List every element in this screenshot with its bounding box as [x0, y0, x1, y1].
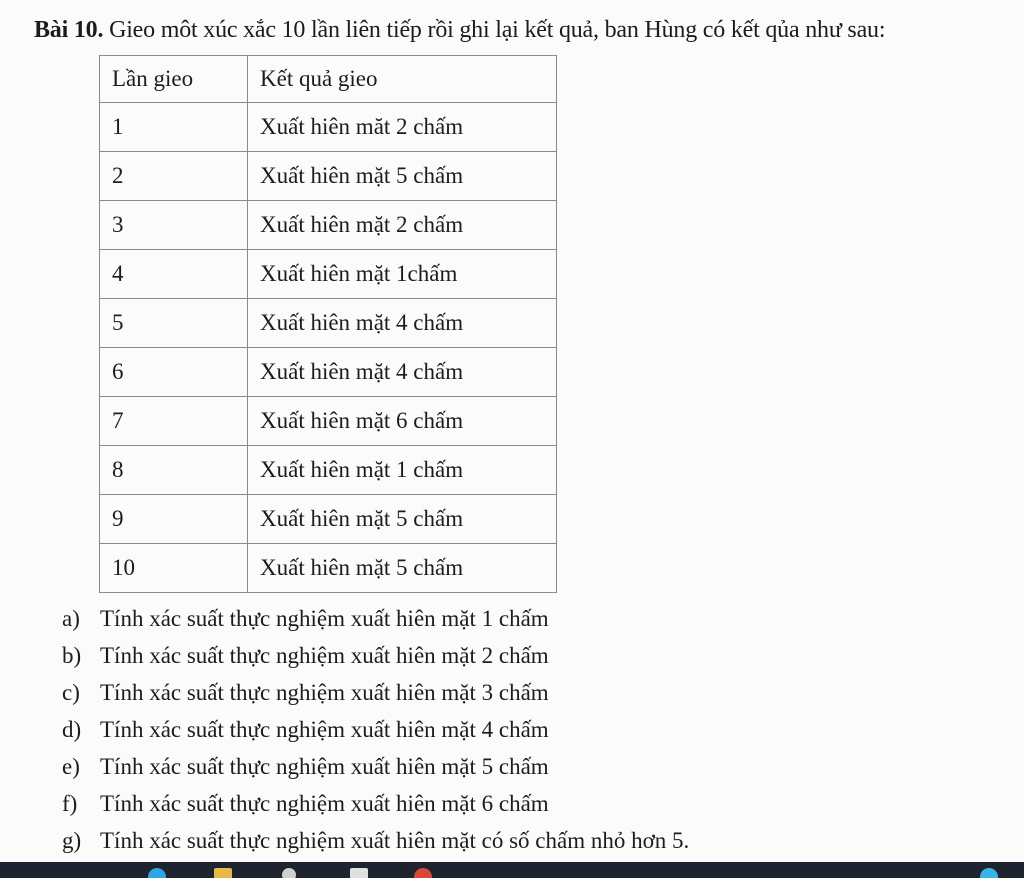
- question-letter: c): [62, 680, 80, 705]
- table-row: [100, 250, 557, 299]
- browser-icon[interactable]: [148, 868, 166, 878]
- table-row: [100, 152, 557, 201]
- roll-number-cell: 1: [100, 103, 248, 152]
- results-table: [99, 55, 557, 593]
- column-header-result: Kết quả gieo: [248, 56, 557, 103]
- roll-number-cell: 9: [100, 495, 248, 544]
- roll-result-cell: Xuất hiên măt 2 chấm: [248, 103, 557, 152]
- roll-number-cell: 4: [100, 250, 248, 299]
- list-item: [62, 748, 689, 785]
- roll-number-cell: 8: [100, 446, 248, 495]
- table-row: [100, 397, 557, 446]
- exercise-heading: [34, 14, 885, 46]
- question-letter: a): [62, 606, 80, 631]
- table-row: [100, 495, 557, 544]
- question-list: [62, 600, 689, 859]
- question-text: Tính xác suất thực nghiệm xuất hiên mặt 6 chấm: [100, 791, 549, 816]
- list-item: [62, 822, 689, 859]
- roll-result-cell: Xuất hiên mặt 4 chấm: [248, 299, 557, 348]
- exercise-text: Gieo môt xúc xắc 10 lần liên tiếp rồi ghi lại kết quả, ban Hùng có kết qủa như sau:: [103, 17, 886, 43]
- question-text: Tính xác suất thực nghiệm xuất hiên mặt 3 chấm: [100, 680, 549, 705]
- roll-number-cell: 2: [100, 152, 248, 201]
- table-row: [100, 103, 557, 152]
- question-letter: e): [62, 754, 80, 779]
- search-icon[interactable]: [282, 868, 296, 878]
- table-row: [100, 544, 557, 593]
- table-row: [100, 201, 557, 250]
- table-header-row: [100, 56, 557, 103]
- roll-result-cell: Xuất hiên mặt 1chấm: [248, 250, 557, 299]
- question-letter: d): [62, 717, 82, 742]
- list-item: [62, 600, 689, 637]
- table-row: [100, 299, 557, 348]
- list-item: [62, 785, 689, 822]
- column-header-roll: Lần gieo: [100, 56, 248, 103]
- table-row: [100, 446, 557, 495]
- roll-number-cell: 3: [100, 201, 248, 250]
- roll-number-cell: 7: [100, 397, 248, 446]
- list-item: [62, 711, 689, 748]
- roll-number-cell: 10: [100, 544, 248, 593]
- roll-result-cell: Xuất hiên mặt 2 chấm: [248, 201, 557, 250]
- question-text: Tính xác suất thực nghiệm xuất hiên mặt có số chấm nhỏ hơn 5.: [100, 828, 690, 853]
- roll-result-cell: Xuất hiên mặt 5 chấm: [248, 495, 557, 544]
- question-letter: g): [62, 828, 82, 853]
- table-row: [100, 348, 557, 397]
- roll-number-cell: 5: [100, 299, 248, 348]
- app-icon[interactable]: [980, 868, 998, 878]
- question-text: Tính xác suất thực nghiệm xuất hiên mặt 5 chấm: [100, 754, 549, 779]
- taskbar: [0, 862, 1024, 878]
- question-letter: f): [62, 791, 78, 816]
- roll-result-cell: Xuất hiên mặt 4 chấm: [248, 348, 557, 397]
- app-icon[interactable]: [350, 868, 368, 878]
- roll-number-cell: 6: [100, 348, 248, 397]
- chrome-icon[interactable]: [414, 868, 432, 878]
- roll-result-cell: Xuất hiên mặt 5 chấm: [248, 152, 557, 201]
- list-item: [62, 637, 689, 674]
- question-text: Tính xác suất thực nghiệm xuất hiên mặt 1 chấm: [100, 606, 549, 631]
- question-letter: b): [62, 643, 82, 668]
- roll-result-cell: Xuất hiên mặt 6 chấm: [248, 397, 557, 446]
- question-text: Tính xác suất thực nghiệm xuất hiên mặt 4 chấm: [100, 717, 549, 742]
- roll-result-cell: Xuất hiên mặt 1 chấm: [248, 446, 557, 495]
- exercise-label: Bài 10.: [34, 17, 104, 43]
- question-text: Tính xác suất thực nghiệm xuất hiên mặt 2 chấm: [100, 643, 549, 668]
- list-item: [62, 674, 689, 711]
- folder-icon[interactable]: [214, 868, 232, 878]
- roll-result-cell: Xuất hiên mặt 5 chấm: [248, 544, 557, 593]
